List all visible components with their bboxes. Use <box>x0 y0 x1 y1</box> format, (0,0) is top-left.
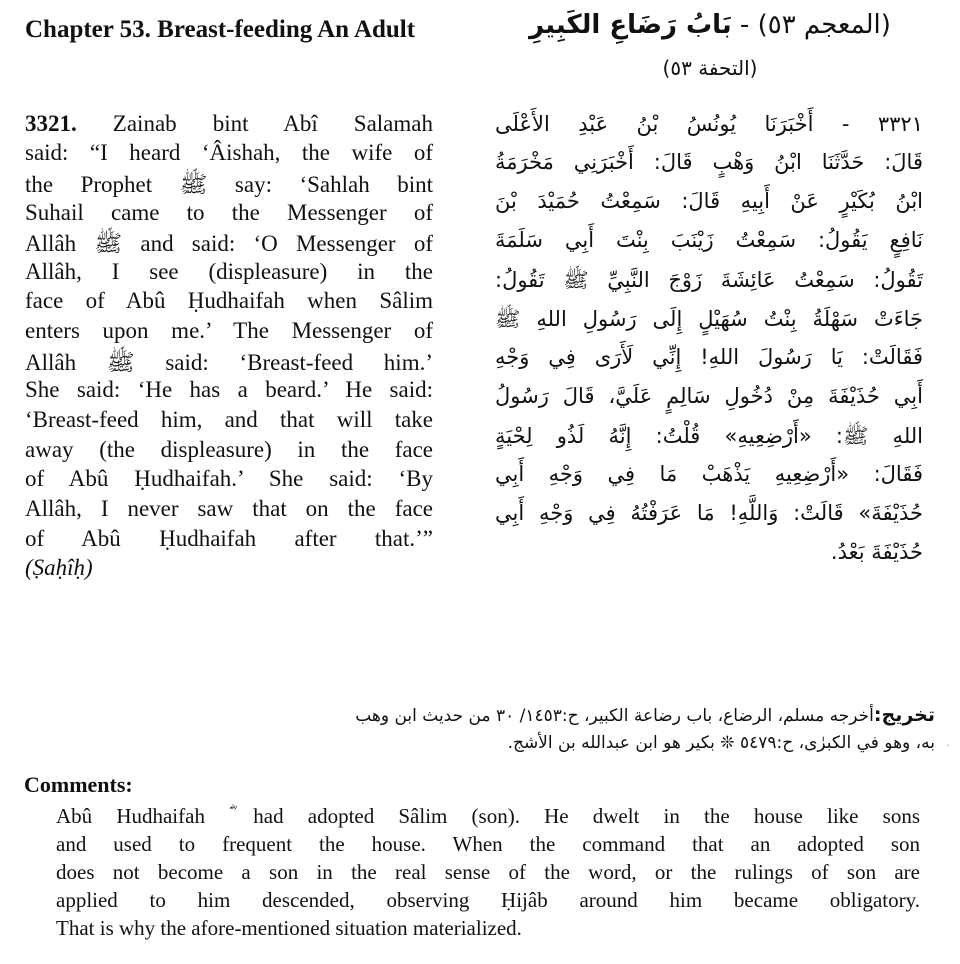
comment-line: and used to frequent the house. When the command that an adopted son <box>56 832 920 856</box>
hadith-line-ar: ابْنُ بُكَيْرٍ عَنْ أَبِيهِ قَالَ: سَمِعْتُ حُمَيْدَ بْنَ <box>495 189 923 213</box>
takhrij-label: تخريج: <box>873 704 935 726</box>
hadith-line-en: She said: ‘He has a beard.’ He said: <box>25 377 433 402</box>
hadith-line-en: Allâh, I never saw that on the face <box>25 496 433 521</box>
chapter-title-ar-prefix: (المعجم ٥٣) - <box>731 10 891 40</box>
hadith-line-ar: حُذَيْفَةَ» قَالَتْ: وَاللَّهِ! مَا عَرَفْتُهُ فِي وَجْهِ أَبِي <box>495 501 923 525</box>
hadith-line-en: Allâh ﷺ said: ‘Breast-feed him.’ <box>25 350 433 375</box>
hadith-line-ar: نَافِعٍ يَقُولُ: سَمِعْتُ زَيْنَبَ بِنْتَ أَبِي سَلَمَةَ <box>495 228 923 252</box>
comment-line: That is why the afore-mentioned situation materialized. <box>56 916 522 940</box>
hadith-line-en: Suhail came to the Messenger of <box>25 200 433 225</box>
hadith-line-ar: اللهِ ﷺ: «أَرْضِعِيهِ» قُلْتُ: إِنَّهُ لَذُو لِحْيَةٍ <box>495 424 923 448</box>
hadith-line-en: Allâh, I see (displeasure) in the <box>25 259 433 284</box>
comments-heading: Comments: <box>24 772 133 797</box>
comment-line: applied to him descended, observing Ḥijâb around him became obligatory. <box>56 888 920 912</box>
hadith-line-en: Allâh ﷺ and said: ‘O Messenger of <box>25 231 433 256</box>
hadith-line-en: ‘Breast-feed him, and that will take <box>25 407 433 432</box>
comment-line: does not become a son in the real sense of the word, or the rulings of son are <box>56 860 920 884</box>
hadith-line-en: of Abû Ḥudhaifah after that.’” <box>25 526 433 551</box>
hadith-number-en: 3321. <box>25 111 77 136</box>
chapter-title-ar <box>490 10 930 40</box>
hadith-line-ar: أَبِي حُذَيْفَةَ مِنْ دُخُولِ سَالِمٍ عَلَيَّ، قَالَ رَسُولُ <box>495 384 923 408</box>
hadith-line-en: the Prophet ﷺ say: ‘Sahlah bint <box>25 172 433 197</box>
chapter-subtitle-ar: (التحفة ٥٣) <box>662 56 758 80</box>
hadith-line-ar: حُذَيْفَةَ بَعْدُ. <box>830 540 923 564</box>
hadith-line-en: enters upon me.’ The Messenger of <box>25 318 433 343</box>
chapter-title-en: Chapter 53. Breast-feeding An Adult <box>25 16 416 43</box>
hadith-line-en: face of Abû Ḥudhaifah when Sâlim <box>25 288 433 313</box>
hadith-line-en: of Abû Ḥudhaifah.’ She said: ‘By <box>25 466 433 491</box>
hadith-line-ar: تَقُولُ: سَمِعْتُ عَائِشَةَ زَوْجَ النَّبِيِّ ﷺ تَقُولُ: <box>495 268 923 292</box>
hadith-line-en: said: “I heard ‘Âishah, the wife of <box>25 140 433 165</box>
margin-mark: · <box>946 738 950 752</box>
hadith-line-en: 3321. Zainab bint Abî Salamah <box>25 111 433 136</box>
hadith-line-ar: قَالَ: حَدَّثَنَا ابْنُ وَهْبٍ قَالَ: أَخْبَرَنِي مَخْرَمَةُ <box>495 150 923 174</box>
hadith-line-en: away (the displeasure) in the face <box>25 437 433 462</box>
hadith-line-ar: فَقَالَتْ: يَا رَسُولَ اللهِ! إِنِّي لَأَرَى فِي وَجْهِ <box>495 345 923 369</box>
hadith-line-ar: ٣٣٢١ - أَخْبَرَنَا يُونُسُ بْنُ عَبْدِ الأَعْلَى <box>495 112 923 136</box>
hadith-grade: (Ṣaḥîḥ) <box>25 555 93 580</box>
takhrij-line: به، وهو في الكبرٰى، ح:٥٤٧٩ ❊ بكير هو ابن عبدالله بن الأشج. <box>507 733 935 753</box>
hadith-line-ar: فَقَالَ: «أَرْضِعِيهِ يَذْهَبْ مَا فِي وَجْهِ أَبِي <box>495 462 923 486</box>
takhrij-line: تخريج:أخرجه مسلم، الرضاع، باب رضاعة الكبير، ح:١٤٥٣/ ٣٠ من حديث ابن وهب <box>355 704 935 726</box>
chapter-title-ar-main: بَابُ رَضَاعِ الكَبِيرِ <box>529 10 732 40</box>
comment-line: Abû Hudhaifah ؓ had adopted Sâlim (son). He dwelt in the house like sons <box>56 804 920 828</box>
hadith-line-ar: جَاءَتْ سَهْلَةُ بِنْتُ سُهَيْلٍ إِلَى رَسُولِ اللهِ ﷺ <box>495 307 923 331</box>
